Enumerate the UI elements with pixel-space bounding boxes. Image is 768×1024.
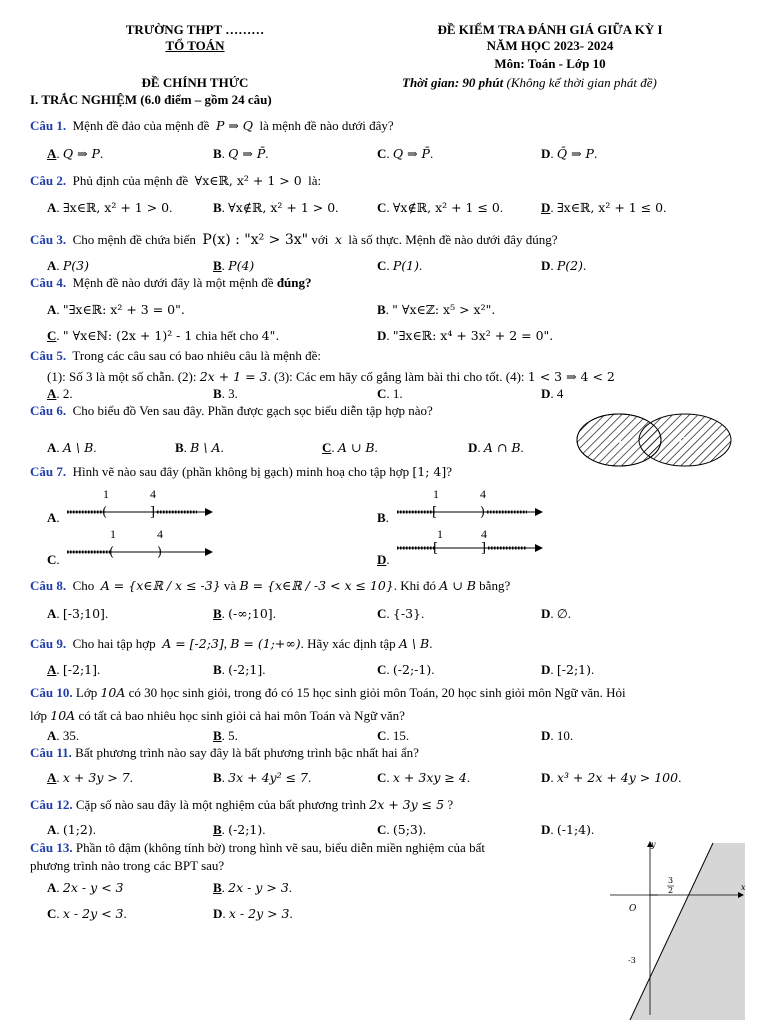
svg-text:-3: -3	[628, 956, 636, 965]
q13-option-a[interactable]: A. 2x - y < 3	[47, 880, 124, 895]
q11-option-c[interactable]: C. x + 3xy ≥ 4.	[377, 770, 471, 785]
svg-text:2: 2	[668, 886, 674, 895]
time-info	[402, 75, 657, 91]
q11-option-d[interactable]: D. x³ + 2x + 4y > 100.	[541, 770, 682, 785]
question-2: Câu 2. Phủ định của mệnh đề ∀x∈ℝ, x² + 1 > 0 là:	[30, 173, 322, 188]
q10-option-a[interactable]: A. 35.	[47, 728, 80, 743]
department: TỔ TOÁN	[165, 38, 225, 53]
question-10: Câu 10. Lớp 10A có 30 học sinh giỏi, trong đó có 15 học sinh giỏi môn Toán, 20 học sinh giỏi môn Ngữ văn. Hỏi	[30, 685, 626, 700]
q7-numberline-c	[65, 526, 215, 560]
q3-option-b[interactable]: B. P(4)	[213, 258, 255, 273]
svg-text:4: 4	[480, 487, 486, 501]
q11-option-a[interactable]: A. x + 3y > 7.	[47, 770, 133, 785]
q5-option-a[interactable]: A. 2.	[47, 386, 73, 401]
q10-option-d[interactable]: D. 10.	[541, 728, 574, 743]
q4-option-a[interactable]: A. "∃x∈ℝ: x² + 3 = 0".	[47, 302, 185, 317]
svg-text:[: [	[432, 505, 438, 520]
q3-option-d[interactable]: D. P(2).	[541, 258, 587, 273]
q11-option-b[interactable]: B. 3x + 4y² ≤ 7.	[213, 770, 312, 785]
svg-text:O: O	[629, 904, 637, 914]
venn-label-a: A	[615, 435, 623, 448]
q12-option-a[interactable]: A. (1;2).	[47, 822, 97, 837]
svg-text:[: [	[433, 541, 439, 556]
school-year: NĂM HỌC 2023- 2024	[486, 38, 614, 53]
q9-option-a[interactable]: A. [-2;1].	[47, 662, 101, 677]
question-7: Câu 7. Hình vẽ nào sau đây (phần không bị gạch) minh hoạ cho tập hợp [1; 4]?	[30, 464, 453, 479]
q6-option-b[interactable]: B. B \ A.	[175, 440, 224, 455]
q9-option-d[interactable]: D. [-2;1).	[541, 662, 595, 677]
svg-text:): )	[157, 545, 163, 560]
q1-option-d[interactable]: D. Q̄ ⇒ P.	[541, 146, 598, 161]
svg-text:]: ]	[481, 541, 487, 556]
svg-text:(: (	[102, 505, 108, 520]
venn-diagram	[575, 410, 733, 470]
question-12: Câu 12. Cặp số nào sau đây là một nghiệm của bất phương trình 2x + 3y ≤ 5 ?	[30, 797, 454, 812]
svg-text:1: 1	[110, 527, 116, 541]
q2-option-b[interactable]: B. ∀x∉ℝ, x² + 1 > 0.	[213, 200, 339, 215]
time-note: (Không kể thời gian phát đề)	[506, 75, 657, 90]
svg-text:x: x	[741, 883, 746, 892]
q7-option-d[interactable]: D.	[377, 552, 390, 567]
svg-text:): )	[480, 505, 486, 520]
svg-text:4: 4	[150, 487, 156, 501]
q9-option-c[interactable]: C. (-2;-1).	[377, 662, 435, 677]
q7-numberline-b	[395, 486, 545, 520]
q2-option-c[interactable]: C. ∀x∉ℝ, x² + 1 ≤ 0.	[377, 200, 504, 215]
q8-option-c[interactable]: C. {-3}.	[377, 606, 425, 621]
q8-option-b[interactable]: B. (-∞;10].	[213, 606, 276, 621]
q1-option-a[interactable]: A. Q ⇒ P.	[47, 146, 104, 161]
inequality-graph	[600, 835, 750, 1020]
q2-option-d[interactable]: D. ∃x∈ℝ, x² + 1 ≤ 0.	[541, 200, 667, 215]
q9-option-b[interactable]: B. (-2;1].	[213, 662, 266, 677]
question-4: Câu 4. Mệnh đề nào dưới đây là một mệnh đề đúng?	[30, 275, 312, 290]
q5-statements: (1): Số 3 là một số chẵn. (2): 2x + 1 = 3. (3): Các em hãy cố gắng làm bài thi cho tốt. (4): 1 < 3 ⇒ 4 < 2	[47, 369, 615, 384]
subject: Môn: Toán - Lớp 10	[494, 56, 606, 71]
q7-option-c[interactable]: C.	[47, 552, 60, 567]
q4-option-b[interactable]: B. " ∀x∈ℤ: x⁵ > x²".	[377, 302, 496, 317]
q12-option-d[interactable]: D. (-1;4).	[541, 822, 595, 837]
svg-text:1: 1	[433, 487, 439, 501]
q4-option-c[interactable]: C. " ∀x∈ℕ: (2x + 1)² - 1 chia hết cho 4".	[47, 328, 280, 343]
official-label: ĐỀ CHÍNH THỨC	[141, 75, 249, 90]
q10-option-c[interactable]: C. 15.	[377, 728, 410, 743]
time-limit: Thời gian: 90 phút	[402, 75, 504, 90]
question-11: Câu 11. Bất phương trình nào say đây là bất phương trình bậc nhất hai ẩn?	[30, 745, 419, 760]
venn-label-b: B	[678, 435, 687, 448]
q6-option-d[interactable]: D. A ∩ B.	[468, 440, 524, 455]
q5-option-d[interactable]: D. 4	[541, 386, 564, 401]
svg-text:3: 3	[668, 876, 674, 885]
svg-text:(: (	[109, 545, 115, 560]
svg-text:1: 1	[437, 527, 443, 541]
q13-option-d[interactable]: D. x - 2y > 3.	[213, 906, 293, 921]
q12-option-c[interactable]: C. (5;3).	[377, 822, 427, 837]
q10-option-b[interactable]: B. 5.	[213, 728, 238, 743]
q4-option-d[interactable]: D. "∃x∈ℝ: x⁴ + 3x² + 2 = 0".	[377, 328, 554, 343]
svg-text:y: y	[651, 840, 656, 849]
q7-numberline-d	[395, 526, 545, 560]
q3-option-a[interactable]: A. P(3)	[47, 258, 90, 273]
q2-option-a[interactable]: A. ∃x∈ℝ, x² + 1 > 0.	[47, 200, 173, 215]
section-title: I. TRẮC NGHIỆM (6.0 điểm – gồm 24 câu)	[30, 92, 272, 107]
q7-option-b[interactable]: B.	[377, 510, 389, 525]
q7-numberline-a	[65, 486, 215, 520]
q13-option-c[interactable]: C. x - 2y < 3.	[47, 906, 127, 921]
question-10-line2: lớp 10A có tất cả bao nhiêu học sinh giỏi cả hai môn Toán và Ngữ văn?	[30, 708, 405, 723]
question-6: Câu 6. Cho biểu đồ Ven sau đây. Phần được gạch sọc biểu diễn tập hợp nào?	[30, 403, 433, 418]
q6-option-c[interactable]: C. A ∪ B.	[322, 440, 378, 455]
q7-option-a[interactable]: A.	[47, 510, 60, 525]
q5-option-c[interactable]: C. 1.	[377, 386, 403, 401]
svg-text:]: ]	[150, 505, 156, 520]
svg-text:1: 1	[103, 487, 109, 501]
q13-option-b[interactable]: B. 2x - y > 3.	[213, 880, 293, 895]
question-9: Câu 9. Cho hai tập hợp A = [-2;3], B = (1;+∞). Hãy xác định tập A \ B.	[30, 636, 433, 651]
q1-option-b[interactable]: B. Q ⇒ P̄.	[213, 146, 269, 161]
question-13: Câu 13. Phần tô đậm (không tính bờ) trong hình vẽ sau, biểu diễn miền nghiệm của bất	[30, 840, 485, 855]
q12-option-b[interactable]: B. (-2;1).	[213, 822, 266, 837]
question-8: Câu 8. Cho A = {x∈ℝ / x ≤ -3} và B = {x∈ℝ / -3 < x ≤ 10}. Khi đó A ∪ B bằng?	[30, 578, 511, 593]
question-3: Câu 3. Cho mệnh đề chứa biến P(x) : "x² > 3x" với x là số thực. Mệnh đề nào dưới đây đúng?	[30, 232, 558, 248]
q5-option-b[interactable]: B. 3.	[213, 386, 238, 401]
question-5: Câu 5. Trong các câu sau có bao nhiêu câu là mệnh đề:	[30, 348, 321, 363]
q6-option-a[interactable]: A. A \ B.	[47, 440, 97, 455]
q8-option-a[interactable]: A. [-3;10].	[47, 606, 109, 621]
q3-option-c[interactable]: C. P(1).	[377, 258, 423, 273]
shaded-region	[630, 843, 745, 1020]
question-1: Câu 1. Mệnh đề đảo của mệnh đề P ⇒ Q là mệnh đề nào dưới đây?	[30, 118, 394, 133]
school-name: TRƯỜNG THPT ………	[125, 22, 265, 37]
q1-option-c[interactable]: C. Q ⇒ P̄.	[377, 146, 434, 161]
svg-text:4: 4	[481, 527, 487, 541]
q8-option-d[interactable]: D. ∅.	[541, 606, 572, 621]
svg-text:4: 4	[157, 527, 163, 541]
exam-title: ĐỀ KIỂM TRA ĐÁNH GIÁ GIỮA KỲ I	[437, 22, 663, 37]
question-13-line2: phương trình nào trong các BPT sau?	[30, 858, 225, 873]
